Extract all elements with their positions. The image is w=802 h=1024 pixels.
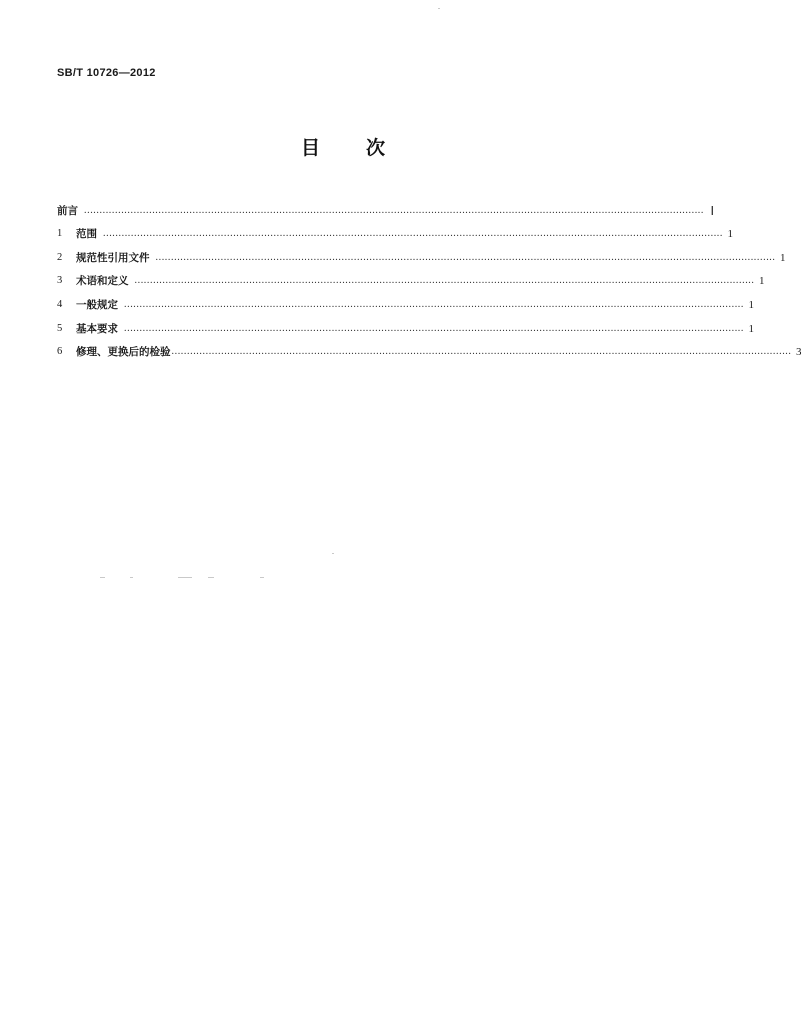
toc-entry-label[interactable]: 前言 (57, 204, 78, 217)
scan-speck (332, 553, 334, 554)
toc-entry-page: 1 (748, 322, 754, 335)
toc-entry-label[interactable]: 一般规定 (76, 298, 118, 311)
toc-entry-general-provisions[interactable] (57, 288, 754, 312)
standard-code: SB/T 10726—2012 (57, 67, 156, 79)
toc-entry-page: 1 (780, 251, 786, 264)
toc-leader-dots: ........................................................................................................................................................................................................ (124, 322, 744, 334)
toc-entry-page: 3 (796, 346, 802, 359)
toc-leader-dots: ........................................................................................................................................................................................................ (124, 298, 744, 310)
toc-entry-basic-requirements[interactable] (57, 312, 754, 336)
toc-entry-number: 2 (57, 251, 63, 263)
table-of-contents (57, 194, 802, 359)
toc-entry-label[interactable]: 术语和定义 (76, 275, 129, 288)
scan-speck (208, 577, 214, 578)
title-char-1: 目 (300, 137, 320, 159)
toc-entry-terms-definitions[interactable] (57, 265, 765, 289)
toc-entry-scope[interactable] (57, 218, 733, 242)
toc-entry-number: 4 (57, 298, 63, 310)
toc-entry-label[interactable]: 范围 (76, 228, 97, 241)
toc-entry-number: 5 (57, 322, 63, 334)
toc-entry-label[interactable]: 基本要求 (76, 322, 118, 335)
toc-entry-page: 1 (759, 275, 765, 288)
page-title (0, 133, 686, 160)
toc-entry-normative-references[interactable] (57, 241, 786, 265)
toc-leader-dots: ........................................................................................................................................................................................................ (171, 346, 792, 358)
toc-leader-dots: ........................................................................................................................................................................................................ (155, 251, 776, 263)
toc-leader-dots: ........................................................................................................................................................................................................ (84, 204, 704, 216)
title-char-2: 次 (366, 137, 386, 159)
toc-entry-inspection[interactable] (57, 336, 802, 360)
toc-leader-dots: ........................................................................................................................................................................................................ (103, 228, 723, 240)
toc-entry-page: Ⅰ (710, 203, 714, 218)
toc-leader-dots: ........................................................................................................................................................................................................ (134, 275, 755, 287)
toc-entry-page: 1 (748, 298, 754, 311)
toc-entry-number: 3 (57, 275, 63, 287)
scan-speck (438, 8, 440, 9)
toc-entry-number: 1 (57, 228, 63, 240)
toc-entry-label[interactable]: 修理、更换后的检验 (76, 346, 171, 359)
toc-entry-label[interactable]: 规范性引用文件 (76, 251, 150, 264)
toc-entry-number: 6 (57, 346, 63, 358)
toc-entry-page: 1 (727, 228, 733, 241)
scan-speck (130, 577, 133, 578)
scan-speck (260, 577, 264, 578)
toc-entry-foreword[interactable] (57, 194, 714, 218)
scan-speck (178, 577, 192, 578)
scan-speck (100, 577, 105, 578)
